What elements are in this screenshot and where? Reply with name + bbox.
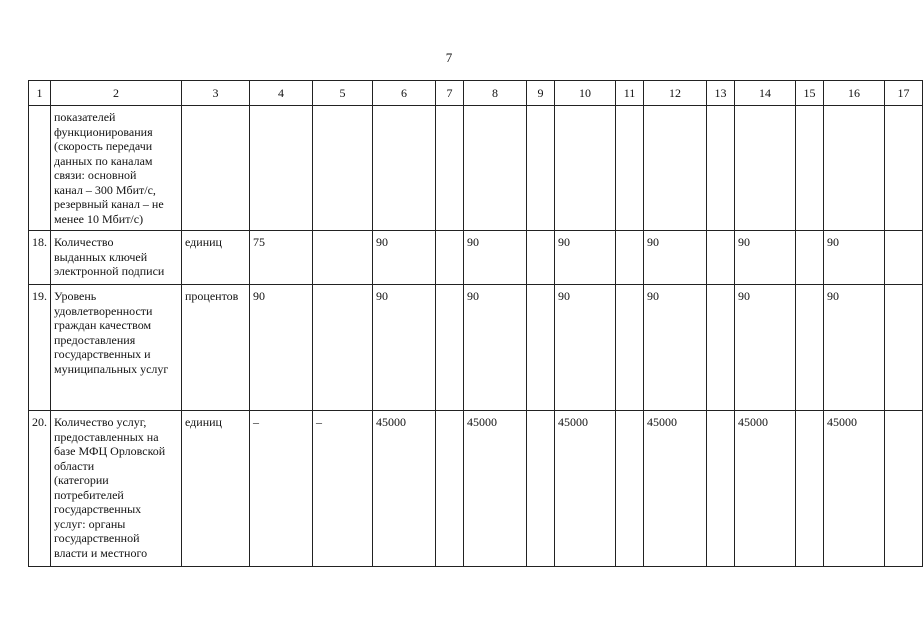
table-row (29, 231, 923, 285)
value-cell: 45000 (735, 411, 796, 567)
value-cell (707, 106, 735, 231)
value-cell (313, 106, 373, 231)
header-cell: 11 (616, 81, 644, 106)
value-cell: 45000 (824, 411, 885, 567)
value-cell (885, 106, 923, 231)
indicator-name-line: государственной (54, 531, 140, 545)
indicator-name (51, 106, 182, 231)
indicator-name-line: Количество услуг, (54, 415, 147, 429)
indicator-name (51, 411, 182, 567)
indicator-name-line: власти и местного (54, 545, 148, 560)
indicator-name (51, 285, 182, 411)
value-cell (373, 106, 436, 231)
indicator-name-line: выданных ключей (54, 249, 148, 264)
indicator-name-line: (категории (54, 473, 109, 487)
table-row (29, 411, 923, 567)
indicator-name-line: услуг: органы (54, 516, 126, 531)
value-cell (464, 106, 527, 231)
value-cell (885, 411, 923, 567)
value-cell: – (250, 411, 313, 567)
value-cell (555, 106, 616, 231)
value-cell: 45000 (644, 411, 707, 567)
value-cell (616, 231, 644, 285)
header-cell: 5 (313, 81, 373, 106)
value-cell (796, 106, 824, 231)
value-cell (824, 106, 885, 231)
indicator-name-line: (скорость передачи (54, 139, 153, 153)
value-cell: 90 (464, 231, 527, 285)
indicator-name (51, 231, 182, 285)
value-cell: 90 (555, 231, 616, 285)
header-cell: 15 (796, 81, 824, 106)
header-cell: 16 (824, 81, 885, 106)
table-row (29, 285, 923, 411)
indicator-name-line: связи: основной (54, 168, 137, 182)
value-cell (313, 231, 373, 285)
unit-cell (182, 106, 250, 231)
indicator-name-line: муниципальных услуг (54, 361, 169, 376)
indicator-name-line: менее 10 Мбит/с) (54, 211, 144, 226)
value-cell: 90 (555, 285, 616, 411)
indicator-name-line: Количество (54, 235, 114, 249)
value-cell (313, 285, 373, 411)
indicator-name-line: данных по каналам (54, 153, 153, 168)
value-cell (616, 411, 644, 567)
indicator-name-line: базе МФЦ Орловской (54, 444, 166, 458)
value-cell: 90 (735, 231, 796, 285)
value-cell: 90 (464, 285, 527, 411)
value-cell: 90 (735, 285, 796, 411)
value-cell: 90 (824, 231, 885, 285)
value-cell (707, 411, 735, 567)
value-cell (644, 106, 707, 231)
value-cell (616, 106, 644, 231)
value-cell (796, 231, 824, 285)
row-number: 18. (29, 231, 51, 285)
indicator-name-line: Уровень (54, 289, 97, 303)
unit-cell: единиц (182, 411, 250, 567)
indicator-name-line: электронной подписи (54, 264, 165, 278)
indicator-name-line: предоставления (54, 332, 136, 347)
header-cell: 8 (464, 81, 527, 106)
value-cell: 90 (250, 285, 313, 411)
value-cell (796, 411, 824, 567)
value-cell (436, 411, 464, 567)
indicators-table (28, 80, 923, 567)
value-cell (436, 231, 464, 285)
header-cell: 10 (555, 81, 616, 106)
table-row (29, 106, 923, 231)
value-cell: 90 (824, 285, 885, 411)
value-cell (527, 106, 555, 231)
header-cell: 3 (182, 81, 250, 106)
value-cell: 45000 (373, 411, 436, 567)
header-cell: 1 (29, 81, 51, 106)
value-cell (735, 106, 796, 231)
value-cell (527, 411, 555, 567)
value-cell: 90 (373, 231, 436, 285)
value-cell: 75 (250, 231, 313, 285)
value-cell: 45000 (464, 411, 527, 567)
value-cell: – (313, 411, 373, 567)
value-cell (885, 231, 923, 285)
value-cell (250, 106, 313, 231)
value-cell: 90 (644, 285, 707, 411)
unit-cell: процентов (182, 285, 250, 411)
indicator-name-line: государственных и (54, 347, 151, 361)
value-cell (436, 285, 464, 411)
value-cell (796, 285, 824, 411)
header-cell: 2 (51, 81, 182, 106)
header-cell: 13 (707, 81, 735, 106)
indicator-name-line: граждан качеством (54, 318, 152, 332)
indicator-name-line: функционирования (54, 124, 153, 139)
indicator-name-line: государственных (54, 502, 142, 516)
value-cell (527, 285, 555, 411)
header-cell: 6 (373, 81, 436, 106)
value-cell (885, 285, 923, 411)
page-number: 7 (445, 50, 453, 65)
header-cell: 9 (527, 81, 555, 106)
row-number: 19. (29, 285, 51, 411)
header-cell: 4 (250, 81, 313, 106)
indicator-name-line: области (54, 458, 95, 473)
indicator-name-line: предоставленных на (54, 429, 159, 444)
indicator-name-line: удовлетворенности (54, 303, 153, 318)
value-cell (436, 106, 464, 231)
row-number: 20. (29, 411, 51, 567)
value-cell (527, 231, 555, 285)
table-header-row (29, 81, 923, 106)
header-cell: 14 (735, 81, 796, 106)
value-cell: 45000 (555, 411, 616, 567)
indicator-name-line: показателей (54, 110, 116, 124)
header-cell: 7 (436, 81, 464, 106)
value-cell: 90 (644, 231, 707, 285)
unit-cell: единиц (182, 231, 250, 285)
value-cell (707, 285, 735, 411)
indicator-name-line: резервный канал – не (54, 197, 164, 211)
value-cell (616, 285, 644, 411)
value-cell: 90 (373, 285, 436, 411)
row-number (29, 106, 51, 231)
value-cell (707, 231, 735, 285)
indicator-name-line: потребителей (54, 487, 124, 502)
indicator-name-line: канал – 300 Мбит/с, (54, 182, 156, 197)
header-cell: 17 (885, 81, 923, 106)
header-cell: 12 (644, 81, 707, 106)
